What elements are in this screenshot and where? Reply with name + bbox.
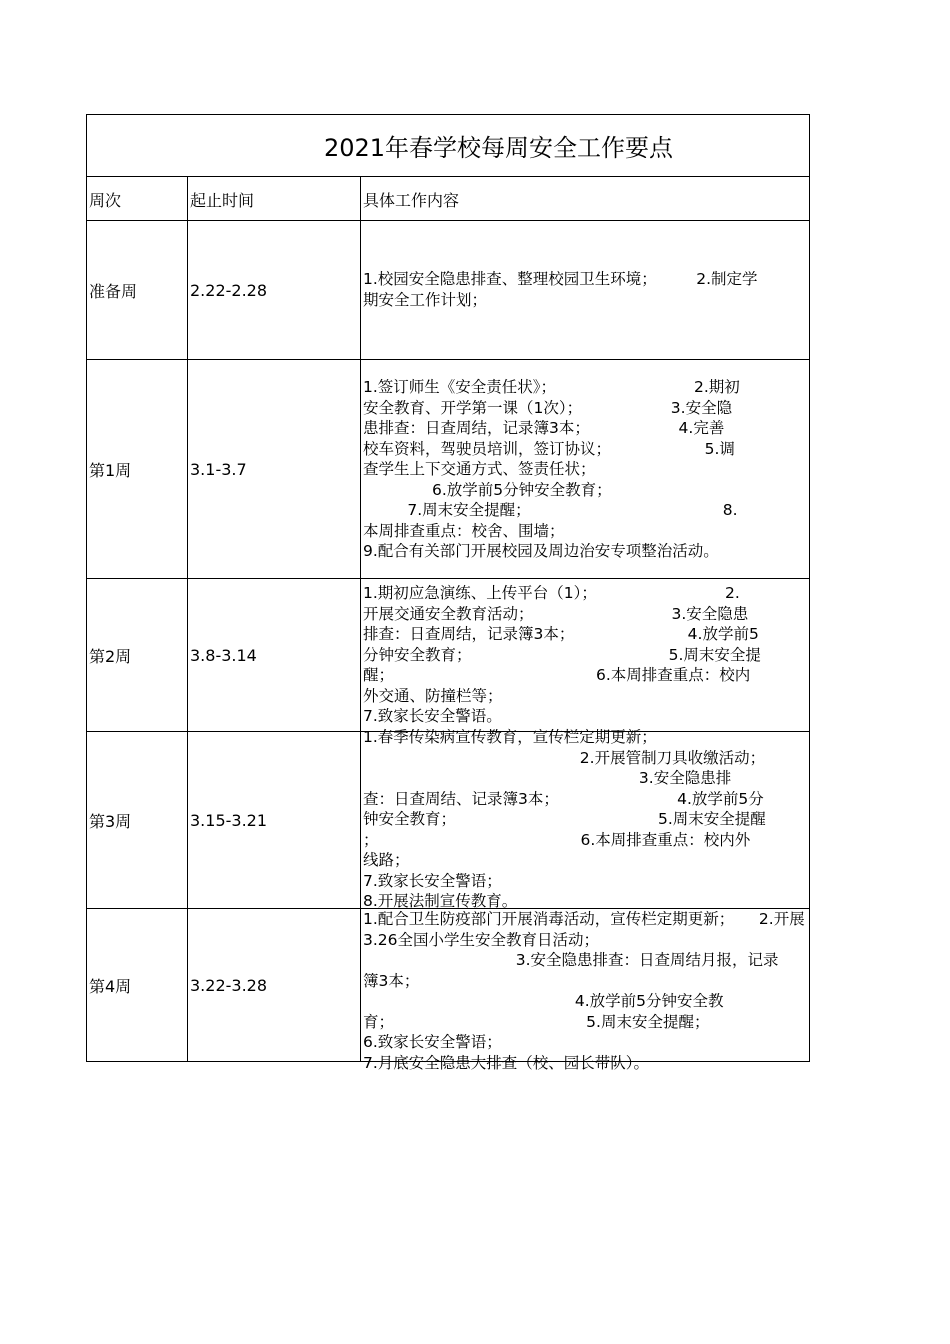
- header-content: 具体工作内容: [363, 190, 460, 210]
- content-cell: [362, 377, 807, 577]
- content-line: 1.配合卫生防疫部门开展消毒活动，宣传栏定期更新； 2.开展: [363, 910, 805, 928]
- content-line: 查：日查周结、记录簿3本； 4.放学前5分: [363, 789, 764, 808]
- content-line: 7.周末安全提醒； 8.: [363, 501, 738, 519]
- content-line: 7.致家长安全警语。: [363, 707, 502, 725]
- content-line: 3.安全隐患排: [363, 769, 732, 787]
- content-line: 6.致家长安全警语；: [363, 1033, 502, 1051]
- content-line: 7.月底安全隐患大排查（校、园长带队）。: [363, 1053, 650, 1072]
- period-cell: 3.8-3.14: [190, 645, 257, 665]
- content-line: 8.开展法制宣传教育。: [363, 892, 518, 910]
- content-line: 1.校园安全隐患排查、整理校园卫生环境； 2.制定学: [363, 270, 758, 288]
- content-line: 开展交通安全教育活动； 3.安全隐患: [363, 604, 749, 623]
- week-cell: 第1周: [89, 460, 132, 480]
- content-line: 醒； 6.本周排查重点：校内: [363, 666, 751, 684]
- content-line: 1.期初应急演练、上传平台（1）； 2.: [363, 584, 740, 602]
- content-line: 2.开展管制刀具收缴活动；: [363, 748, 766, 767]
- period-cell: 2.22-2.28: [190, 280, 268, 300]
- content-line: 校车资料，驾驶员培训，签订协议； 5.调: [363, 439, 735, 458]
- content-line: 簿3本；: [363, 971, 420, 990]
- content-line: 1.签订师生《安全责任状》； 2.期初: [363, 378, 740, 396]
- page-title: 2021年春学校每周安全工作要点: [87, 115, 810, 177]
- content-line: 本周排查重点：校舍、围墙；: [363, 521, 565, 540]
- week-cell: 第4周: [89, 976, 132, 996]
- period-cell: 3.22-3.28: [190, 975, 268, 995]
- content-line: 3.安全隐患排查：日查周结月报，记录: [363, 951, 779, 969]
- period-cell: 3.1-3.7: [190, 459, 247, 479]
- content-line: 6.放学前5分钟安全教育；: [363, 480, 612, 499]
- header-period: 起止时间: [190, 190, 255, 210]
- content-line: 4.放学前5分钟安全教: [363, 992, 724, 1010]
- content-line: 9.配合有关部门开展校园及周边治安专项整治活动。: [363, 542, 719, 560]
- content-line: 钟安全教育； 5.周末安全提醒: [363, 810, 766, 828]
- content-line: 1.春季传染病宣传教育，宣传栏定期更新；: [363, 728, 657, 746]
- content-cell: [362, 583, 807, 731]
- content-line: 查学生上下交通方式、签责任状；: [363, 460, 596, 478]
- grid-line: [360, 177, 361, 1061]
- week-cell: 准备周: [89, 281, 138, 301]
- content-line: 期安全工作计划；: [363, 290, 488, 309]
- header-week: 周次: [89, 190, 122, 210]
- content-line: 分钟安全教育； 5.周末安全提: [363, 645, 761, 664]
- content-cell: [362, 727, 807, 908]
- week-cell: 第2周: [89, 646, 132, 666]
- content-line: 育； 5.周末安全提醒；: [363, 1012, 710, 1031]
- period-cell: 3.15-3.21: [190, 810, 268, 830]
- content-cell: [362, 909, 807, 1072]
- content-line: 线路；: [363, 851, 410, 869]
- week-cell: 第3周: [89, 811, 132, 831]
- content-line: 外交通、防撞栏等；: [363, 686, 503, 705]
- weekly-safety-table: [86, 114, 810, 1072]
- content-cell: [362, 269, 807, 329]
- content-line: ； 6.本周排查重点：校内外: [363, 830, 751, 849]
- content-line: 患排查：日查周结，记录簿3本； 4.完善: [363, 419, 725, 437]
- content-line: 7.致家长安全警语；: [363, 871, 502, 890]
- content-line: 安全教育、开学第一课（1次）； 3.安全隐: [363, 398, 733, 417]
- content-line: 排查：日查周结，记录簿3本； 4.放学前5: [363, 625, 759, 643]
- content-line: 3.26全国小学生安全教育日活动；: [363, 930, 600, 949]
